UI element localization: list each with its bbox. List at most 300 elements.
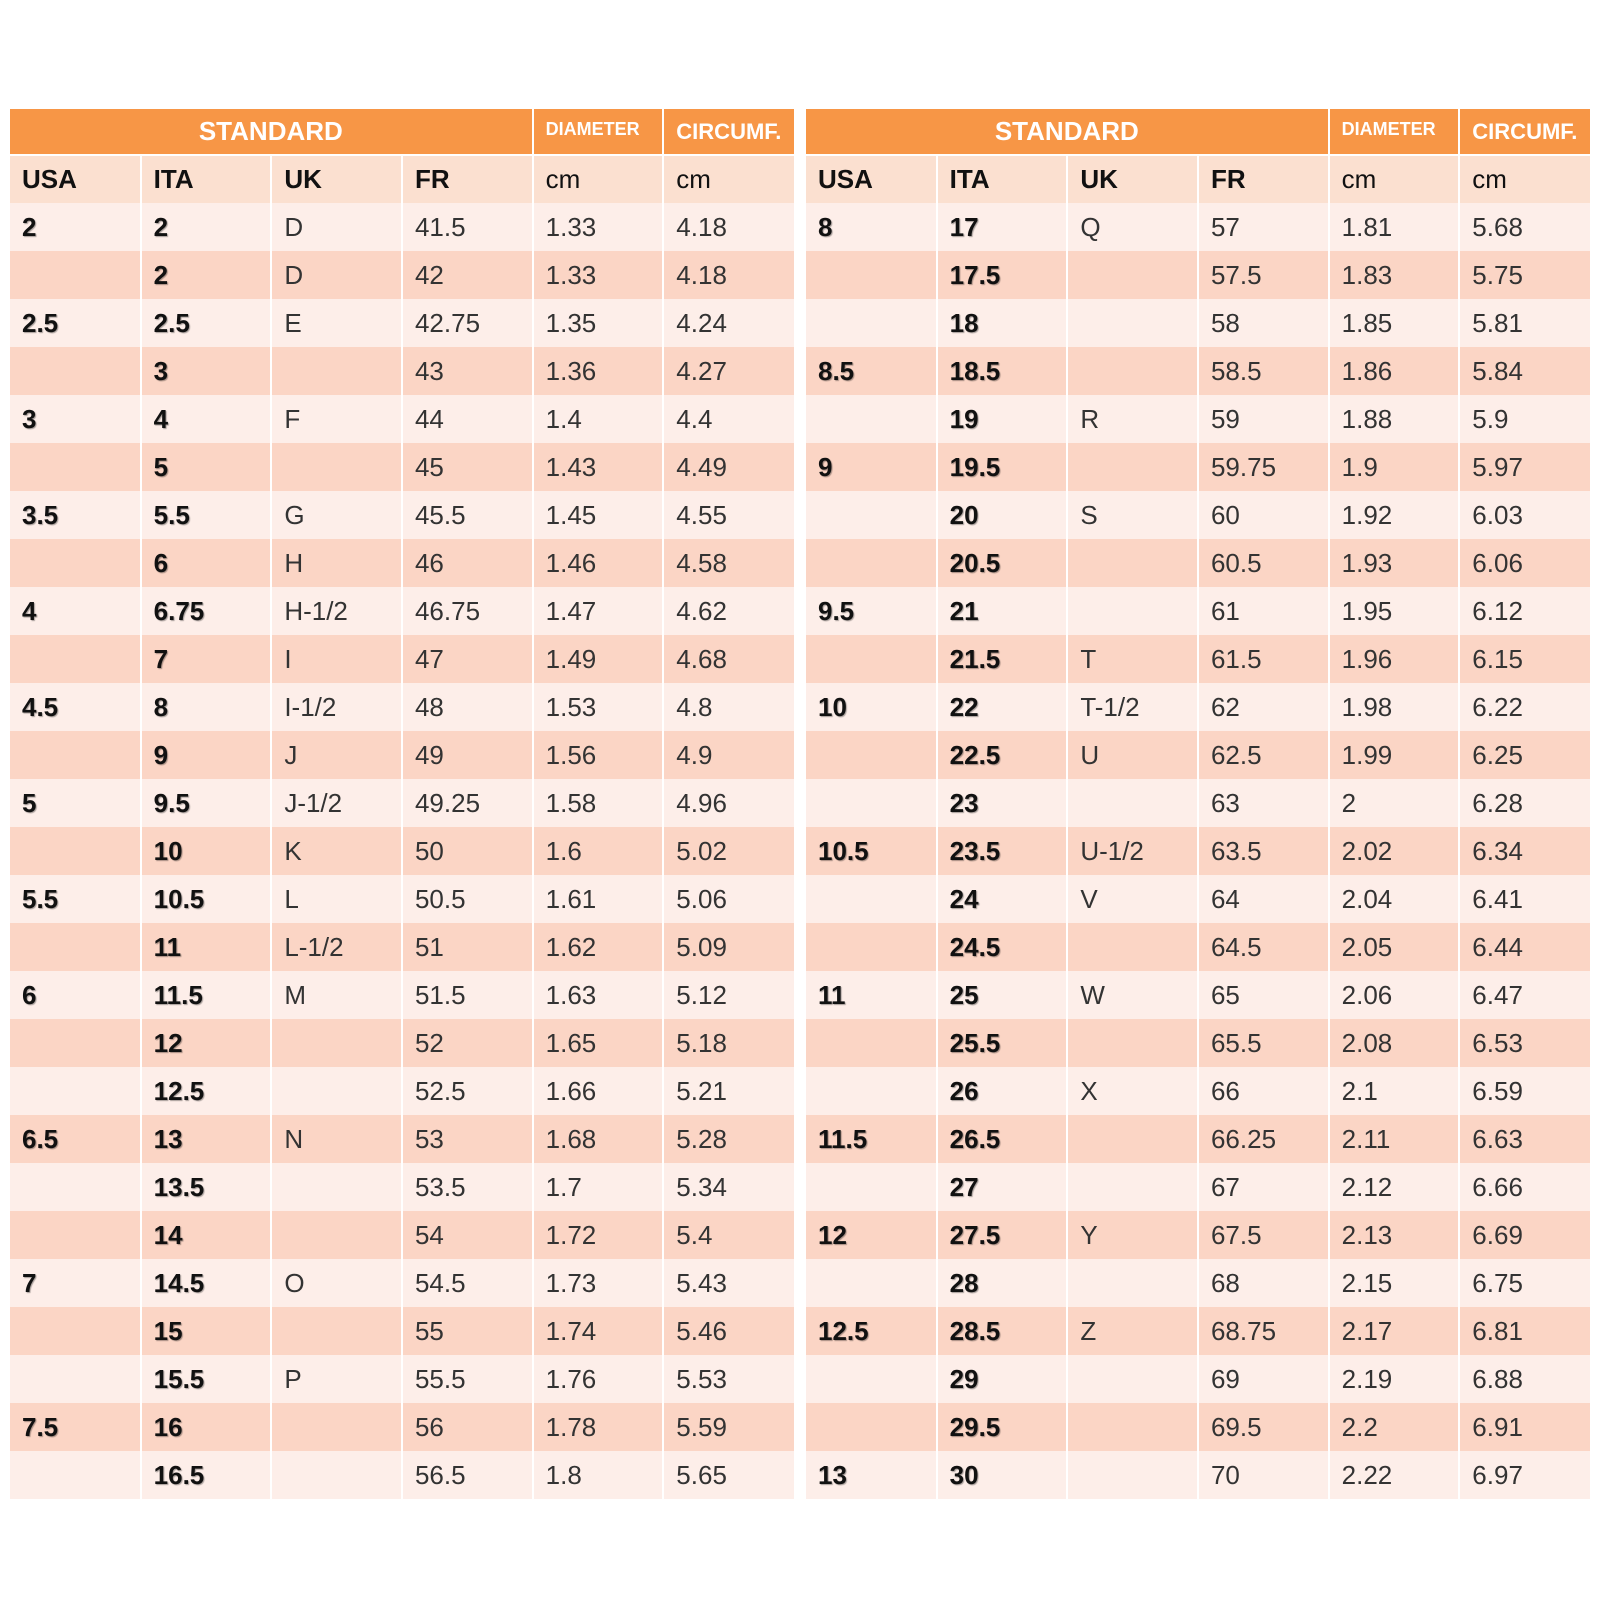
- usa-cell: [10, 251, 141, 299]
- table-body: [10, 203, 794, 1499]
- uk-cell: [1067, 1163, 1198, 1211]
- uk-cell: Q: [1067, 203, 1198, 251]
- diameter-cell: 1.47: [533, 587, 664, 635]
- ita-cell: 25: [937, 971, 1068, 1019]
- circumference-cell: 5.12: [663, 971, 794, 1019]
- diameter-cell: 1.96: [1329, 635, 1460, 683]
- fr-cell: 69: [1198, 1355, 1329, 1403]
- fr-cell: 65.5: [1198, 1019, 1329, 1067]
- ita-cell: 2: [141, 251, 272, 299]
- table-row: [10, 539, 794, 587]
- usa-cell: 4: [10, 587, 141, 635]
- circumference-cell: 5.68: [1459, 203, 1590, 251]
- circumference-cell: 5.18: [663, 1019, 794, 1067]
- ita-cell: 18.5: [937, 347, 1068, 395]
- usa-cell: 12.5: [806, 1307, 937, 1355]
- table-row: [10, 1163, 794, 1211]
- ita-cell: 24.5: [937, 923, 1068, 971]
- usa-cell: 8: [806, 203, 937, 251]
- usa-cell: [806, 251, 937, 299]
- diameter-cell: 1.93: [1329, 539, 1460, 587]
- circumference-cell: 6.53: [1459, 1019, 1590, 1067]
- usa-cell: 6: [10, 971, 141, 1019]
- usa-column-header: USA: [806, 155, 937, 203]
- uk-cell: [1067, 443, 1198, 491]
- uk-cell: [271, 347, 402, 395]
- ita-cell: 11.5: [141, 971, 272, 1019]
- diameter-cell: 1.78: [533, 1403, 664, 1451]
- usa-cell: 5.5: [10, 875, 141, 923]
- diameter-cell: 1.58: [533, 779, 664, 827]
- usa-cell: [10, 1211, 141, 1259]
- fr-cell: 58: [1198, 299, 1329, 347]
- circumference-cell: 6.69: [1459, 1211, 1590, 1259]
- uk-cell: P: [271, 1355, 402, 1403]
- circumference-cell: 6.97: [1459, 1451, 1590, 1499]
- diameter-cell: 1.61: [533, 875, 664, 923]
- ita-cell: 12: [141, 1019, 272, 1067]
- table-row: [806, 491, 1590, 539]
- diameter-cell: 1.49: [533, 635, 664, 683]
- usa-cell: 13: [806, 1451, 937, 1499]
- usa-cell: [806, 731, 937, 779]
- ita-cell: 9: [141, 731, 272, 779]
- table-row: [10, 635, 794, 683]
- diameter-unit: cm: [533, 155, 664, 203]
- ita-column-header: ITA: [937, 155, 1068, 203]
- usa-cell: [10, 1451, 141, 1499]
- circumference-cell: 6.63: [1459, 1115, 1590, 1163]
- usa-cell: 6.5: [10, 1115, 141, 1163]
- fr-cell: 62.5: [1198, 731, 1329, 779]
- table-row: [806, 635, 1590, 683]
- table-row: [10, 1307, 794, 1355]
- table-row: [806, 299, 1590, 347]
- circumference-cell: 6.81: [1459, 1307, 1590, 1355]
- ita-cell: 2.5: [141, 299, 272, 347]
- table-row: [806, 1163, 1590, 1211]
- fr-cell: 52: [402, 1019, 533, 1067]
- circumference-cell: 5.21: [663, 1067, 794, 1115]
- fr-cell: 56: [402, 1403, 533, 1451]
- usa-cell: [10, 827, 141, 875]
- uk-cell: [271, 1451, 402, 1499]
- fr-cell: 45: [402, 443, 533, 491]
- uk-cell: X: [1067, 1067, 1198, 1115]
- diameter-cell: 2.11: [1329, 1115, 1460, 1163]
- fr-cell: 59.75: [1198, 443, 1329, 491]
- fr-cell: 43: [402, 347, 533, 395]
- fr-cell: 53.5: [402, 1163, 533, 1211]
- ita-cell: 23: [937, 779, 1068, 827]
- table-row: [10, 1451, 794, 1499]
- diameter-cell: 1.56: [533, 731, 664, 779]
- uk-cell: F: [271, 395, 402, 443]
- circumference-cell: 6.25: [1459, 731, 1590, 779]
- uk-cell: Z: [1067, 1307, 1198, 1355]
- table-row: [10, 1211, 794, 1259]
- table-row: [806, 1019, 1590, 1067]
- uk-cell: G: [271, 491, 402, 539]
- diameter-cell: 1.81: [1329, 203, 1460, 251]
- table-row: [806, 1067, 1590, 1115]
- fr-cell: 58.5: [1198, 347, 1329, 395]
- diameter-cell: 2.06: [1329, 971, 1460, 1019]
- circumference-cell: 6.12: [1459, 587, 1590, 635]
- uk-cell: [271, 1211, 402, 1259]
- diameter-header: DIAMETER: [533, 109, 664, 155]
- ita-cell: 21.5: [937, 635, 1068, 683]
- circumference-cell: 5.09: [663, 923, 794, 971]
- usa-cell: [806, 1019, 937, 1067]
- diameter-cell: 1.88: [1329, 395, 1460, 443]
- table-row: [10, 587, 794, 635]
- circumference-header: CIRCUMF.: [663, 109, 794, 155]
- table-row: [806, 1451, 1590, 1499]
- usa-cell: [10, 635, 141, 683]
- fr-cell: 62: [1198, 683, 1329, 731]
- diameter-cell: 1.83: [1329, 251, 1460, 299]
- diameter-cell: 1.63: [533, 971, 664, 1019]
- circumference-cell: 6.03: [1459, 491, 1590, 539]
- table-row: [10, 203, 794, 251]
- uk-cell: [1067, 1259, 1198, 1307]
- uk-cell: [1067, 1019, 1198, 1067]
- table-row: [10, 875, 794, 923]
- usa-cell: 11.5: [806, 1115, 937, 1163]
- uk-cell: M: [271, 971, 402, 1019]
- diameter-cell: 1.33: [533, 251, 664, 299]
- uk-cell: [1067, 299, 1198, 347]
- usa-cell: [806, 875, 937, 923]
- table-row: [10, 443, 794, 491]
- ita-cell: 20.5: [937, 539, 1068, 587]
- fr-cell: 48: [402, 683, 533, 731]
- circumference-cell: 6.66: [1459, 1163, 1590, 1211]
- fr-cell: 61.5: [1198, 635, 1329, 683]
- table-row: [806, 1211, 1590, 1259]
- fr-cell: 49.25: [402, 779, 533, 827]
- diameter-cell: 1.6: [533, 827, 664, 875]
- usa-cell: [806, 1259, 937, 1307]
- fr-cell: 44: [402, 395, 533, 443]
- table-row: [10, 251, 794, 299]
- ita-cell: 15: [141, 1307, 272, 1355]
- table-row: [10, 1019, 794, 1067]
- table-row: [806, 779, 1590, 827]
- fr-cell: 59: [1198, 395, 1329, 443]
- usa-cell: [10, 1067, 141, 1115]
- usa-cell: [10, 443, 141, 491]
- fr-cell: 53: [402, 1115, 533, 1163]
- circumference-unit: cm: [1459, 155, 1590, 203]
- ita-cell: 6: [141, 539, 272, 587]
- circumference-cell: 6.34: [1459, 827, 1590, 875]
- circumference-cell: 4.8: [663, 683, 794, 731]
- fr-cell: 45.5: [402, 491, 533, 539]
- uk-cell: W: [1067, 971, 1198, 1019]
- diameter-cell: 1.46: [533, 539, 664, 587]
- uk-cell: E: [271, 299, 402, 347]
- fr-cell: 68: [1198, 1259, 1329, 1307]
- usa-cell: 8.5: [806, 347, 937, 395]
- usa-cell: [10, 347, 141, 395]
- uk-cell: [1067, 539, 1198, 587]
- usa-cell: [806, 539, 937, 587]
- uk-cell: [1067, 1403, 1198, 1451]
- circumference-cell: 6.06: [1459, 539, 1590, 587]
- usa-cell: [806, 491, 937, 539]
- table-row: [10, 395, 794, 443]
- circumference-cell: 4.18: [663, 203, 794, 251]
- circumference-cell: 6.59: [1459, 1067, 1590, 1115]
- ita-cell: 23.5: [937, 827, 1068, 875]
- circumference-header: CIRCUMF.: [1459, 109, 1590, 155]
- table-row: [10, 779, 794, 827]
- diameter-cell: 1.8: [533, 1451, 664, 1499]
- ita-column-header: ITA: [141, 155, 272, 203]
- usa-cell: 7: [10, 1259, 141, 1307]
- fr-cell: 50.5: [402, 875, 533, 923]
- circumference-cell: 6.28: [1459, 779, 1590, 827]
- uk-cell: Y: [1067, 1211, 1198, 1259]
- usa-cell: [806, 1067, 937, 1115]
- ita-cell: 10: [141, 827, 272, 875]
- diameter-cell: 1.99: [1329, 731, 1460, 779]
- diameter-cell: 1.98: [1329, 683, 1460, 731]
- circumference-cell: 5.02: [663, 827, 794, 875]
- table-row: [10, 923, 794, 971]
- ita-cell: 28: [937, 1259, 1068, 1307]
- usa-cell: [10, 539, 141, 587]
- fr-cell: 42: [402, 251, 533, 299]
- usa-cell: [806, 1163, 937, 1211]
- uk-cell: T: [1067, 635, 1198, 683]
- table-row: [806, 1403, 1590, 1451]
- circumference-cell: 6.41: [1459, 875, 1590, 923]
- ita-cell: 17.5: [937, 251, 1068, 299]
- fr-cell: 67.5: [1198, 1211, 1329, 1259]
- table-row: [10, 347, 794, 395]
- table-row: [10, 1355, 794, 1403]
- uk-cell: [1067, 251, 1198, 299]
- uk-cell: O: [271, 1259, 402, 1307]
- uk-column-header: UK: [1067, 155, 1198, 203]
- fr-cell: 66.25: [1198, 1115, 1329, 1163]
- ita-cell: 15.5: [141, 1355, 272, 1403]
- ita-cell: 19.5: [937, 443, 1068, 491]
- diameter-cell: 1.68: [533, 1115, 664, 1163]
- uk-cell: L: [271, 875, 402, 923]
- table-row: [806, 875, 1590, 923]
- ita-cell: 8: [141, 683, 272, 731]
- usa-cell: 4.5: [10, 683, 141, 731]
- circumference-cell: 5.46: [663, 1307, 794, 1355]
- table-row: [10, 491, 794, 539]
- fr-cell: 70: [1198, 1451, 1329, 1499]
- table-row: [806, 443, 1590, 491]
- diameter-cell: 1.7: [533, 1163, 664, 1211]
- ita-cell: 22: [937, 683, 1068, 731]
- fr-cell: 55.5: [402, 1355, 533, 1403]
- ita-cell: 20: [937, 491, 1068, 539]
- circumference-cell: 5.4: [663, 1211, 794, 1259]
- fr-cell: 46: [402, 539, 533, 587]
- column-header-row: [806, 155, 1590, 203]
- ita-cell: 13.5: [141, 1163, 272, 1211]
- ita-cell: 19: [937, 395, 1068, 443]
- usa-cell: 10: [806, 683, 937, 731]
- circumference-cell: 4.4: [663, 395, 794, 443]
- uk-cell: U-1/2: [1067, 827, 1198, 875]
- diameter-unit: cm: [1329, 155, 1460, 203]
- table-row: [806, 347, 1590, 395]
- uk-cell: [271, 1307, 402, 1355]
- fr-cell: 47: [402, 635, 533, 683]
- ita-cell: 22.5: [937, 731, 1068, 779]
- usa-cell: 5: [10, 779, 141, 827]
- circumference-cell: 4.27: [663, 347, 794, 395]
- table-row: [10, 1403, 794, 1451]
- circumference-cell: 5.81: [1459, 299, 1590, 347]
- table-body: [806, 203, 1590, 1499]
- diameter-cell: 1.65: [533, 1019, 664, 1067]
- uk-cell: R: [1067, 395, 1198, 443]
- circumference-cell: 6.15: [1459, 635, 1590, 683]
- usa-cell: 2.5: [10, 299, 141, 347]
- ita-cell: 21: [937, 587, 1068, 635]
- fr-cell: 55: [402, 1307, 533, 1355]
- usa-cell: 7.5: [10, 1403, 141, 1451]
- diameter-cell: 2.2: [1329, 1403, 1460, 1451]
- standard-header: STANDARD: [806, 109, 1329, 155]
- diameter-cell: 2.04: [1329, 875, 1460, 923]
- diameter-cell: 1.76: [533, 1355, 664, 1403]
- ita-cell: 16.5: [141, 1451, 272, 1499]
- circumference-cell: 5.9: [1459, 395, 1590, 443]
- circumference-cell: 4.62: [663, 587, 794, 635]
- fr-cell: 61: [1198, 587, 1329, 635]
- uk-cell: [271, 1019, 402, 1067]
- circumference-cell: 6.75: [1459, 1259, 1590, 1307]
- ita-cell: 28.5: [937, 1307, 1068, 1355]
- fr-cell: 67: [1198, 1163, 1329, 1211]
- fr-cell: 41.5: [402, 203, 533, 251]
- uk-cell: [1067, 923, 1198, 971]
- ita-cell: 12.5: [141, 1067, 272, 1115]
- table-row: [10, 971, 794, 1019]
- table-row: [806, 923, 1590, 971]
- usa-cell: [10, 1355, 141, 1403]
- uk-cell: V: [1067, 875, 1198, 923]
- uk-cell: J-1/2: [271, 779, 402, 827]
- table-row: [10, 731, 794, 779]
- diameter-cell: 1.92: [1329, 491, 1460, 539]
- table-row: [806, 731, 1590, 779]
- table-row: [806, 251, 1590, 299]
- circumference-cell: 6.47: [1459, 971, 1590, 1019]
- usa-cell: [806, 779, 937, 827]
- fr-cell: 52.5: [402, 1067, 533, 1115]
- table-row: [806, 1259, 1590, 1307]
- diameter-cell: 1.85: [1329, 299, 1460, 347]
- fr-column-header: FR: [402, 155, 533, 203]
- diameter-cell: 2: [1329, 779, 1460, 827]
- diameter-cell: 1.62: [533, 923, 664, 971]
- ita-cell: 14: [141, 1211, 272, 1259]
- diameter-cell: 2.13: [1329, 1211, 1460, 1259]
- diameter-cell: 1.73: [533, 1259, 664, 1307]
- fr-cell: 66: [1198, 1067, 1329, 1115]
- diameter-cell: 2.12: [1329, 1163, 1460, 1211]
- diameter-cell: 1.33: [533, 203, 664, 251]
- uk-cell: U: [1067, 731, 1198, 779]
- fr-cell: 46.75: [402, 587, 533, 635]
- circumference-cell: 5.84: [1459, 347, 1590, 395]
- uk-cell: [1067, 587, 1198, 635]
- diameter-cell: 2.17: [1329, 1307, 1460, 1355]
- diameter-cell: 1.66: [533, 1067, 664, 1115]
- fr-cell: 68.75: [1198, 1307, 1329, 1355]
- ita-cell: 26.5: [937, 1115, 1068, 1163]
- fr-cell: 51.5: [402, 971, 533, 1019]
- group-header-row: [806, 109, 1590, 155]
- ita-cell: 26: [937, 1067, 1068, 1115]
- diameter-cell: 1.53: [533, 683, 664, 731]
- ita-cell: 3: [141, 347, 272, 395]
- circumference-cell: 5.65: [663, 1451, 794, 1499]
- fr-cell: 60: [1198, 491, 1329, 539]
- diameter-cell: 1.95: [1329, 587, 1460, 635]
- usa-cell: 10.5: [806, 827, 937, 875]
- diameter-cell: 1.43: [533, 443, 664, 491]
- uk-cell: T-1/2: [1067, 683, 1198, 731]
- ita-cell: 11: [141, 923, 272, 971]
- uk-cell: [1067, 779, 1198, 827]
- uk-cell: J: [271, 731, 402, 779]
- ita-cell: 18: [937, 299, 1068, 347]
- usa-cell: [10, 1163, 141, 1211]
- uk-cell: L-1/2: [271, 923, 402, 971]
- diameter-cell: 1.9: [1329, 443, 1460, 491]
- usa-cell: [806, 1355, 937, 1403]
- circumference-cell: 5.28: [663, 1115, 794, 1163]
- circumference-cell: 6.44: [1459, 923, 1590, 971]
- circumference-cell: 4.18: [663, 251, 794, 299]
- circumference-cell: 4.68: [663, 635, 794, 683]
- table-row: [10, 683, 794, 731]
- uk-cell: K: [271, 827, 402, 875]
- fr-cell: 49: [402, 731, 533, 779]
- circumference-cell: 5.59: [663, 1403, 794, 1451]
- usa-cell: 2: [10, 203, 141, 251]
- table-row: [806, 827, 1590, 875]
- ita-cell: 29: [937, 1355, 1068, 1403]
- table-row: [10, 299, 794, 347]
- ring-size-table-left: [10, 109, 794, 1499]
- table-row: [806, 1115, 1590, 1163]
- usa-cell: 11: [806, 971, 937, 1019]
- circumference-cell: 5.06: [663, 875, 794, 923]
- ita-cell: 4: [141, 395, 272, 443]
- ita-cell: 6.75: [141, 587, 272, 635]
- uk-cell: H: [271, 539, 402, 587]
- fr-cell: 64.5: [1198, 923, 1329, 971]
- circumference-cell: 4.9: [663, 731, 794, 779]
- table-row: [10, 1067, 794, 1115]
- uk-cell: I-1/2: [271, 683, 402, 731]
- ita-cell: 16: [141, 1403, 272, 1451]
